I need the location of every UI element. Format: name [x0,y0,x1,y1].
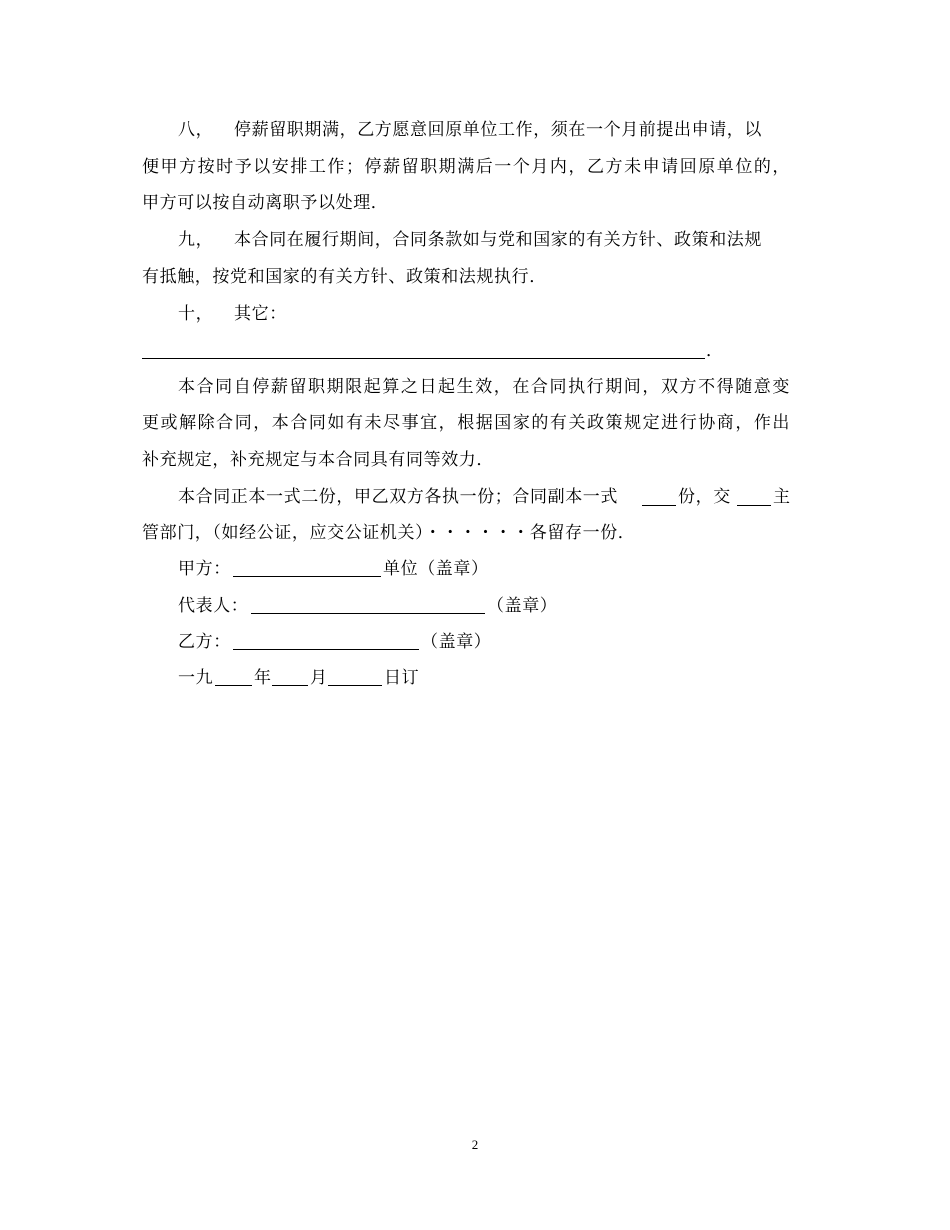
copies-paragraph-line-1b: 份，交 [678,487,731,507]
party-a-suffix: 单位（盖章） [383,559,489,579]
clause-8-line-1: 停薪留职期满，乙方愿意回原单位工作，须在一个月前提出申请，以 [234,120,762,140]
party-a-label: 甲方： [178,559,231,579]
representative-blank [251,613,485,614]
representative-suffix: （盖章） [487,596,558,616]
effect-paragraph-line-2: 更或解除合同，本合同如有未尽事宜，根据国家的有关政策规定进行协商，作出 [142,413,790,433]
clause-8-line-3: 甲方可以按自动离职予以处理． [142,193,389,213]
representative-label: 代表人： [178,596,249,616]
clause-10-text: 其它： [234,304,287,324]
copies-paragraph-line-1c: 主 [773,487,791,507]
date-month-blank [272,685,308,686]
clause-8-line-2: 便甲方按时予以安排工作；停薪留职期满后一个月内，乙方未申请回原单位的， [142,157,790,177]
date-prefix: 一九 [178,668,214,688]
date-year-blank [215,685,252,686]
party-b-suffix: （盖章） [421,632,492,652]
department-blank [737,505,771,506]
party-b-label: 乙方： [178,632,231,652]
clause-10-blank-line [142,358,705,359]
clause-10-number: 十， [178,304,214,324]
date-year-label: 年 [254,668,272,688]
clause-9-line-1: 本合同在履行期间，合同条款如与党和国家的有关方针、政策和法规 [234,230,762,250]
party-a-blank [233,576,381,577]
date-day-label: 日订 [384,668,420,688]
date-month-label: 月 [310,668,328,688]
effect-paragraph-line-3: 补充规定，补充规定与本合同具有同等效力． [142,450,494,470]
clause-10-blank-end: ． [706,341,724,361]
date-day-blank [328,685,382,686]
clause-9-number: 九， [178,230,214,250]
clause-8-number: 八， [178,120,214,140]
copies-paragraph-line-1a: 本合同正本一式二份，甲乙双方各执一份；合同副本一式 [178,487,618,507]
copies-paragraph-line-2: 管部门，（如经公证，应交公证机关）・・・・・・各留存一份． [142,523,636,543]
copies-count-blank [642,505,676,506]
effect-paragraph-line-1: 本合同自停薪留职期限起算之日起生效，在合同执行期间，双方不得随意变 [178,377,790,397]
party-b-blank [233,649,419,650]
page-number: 2 [471,1137,479,1152]
clause-9-line-2: 有抵触，按党和国家的有关方针、政策和法规执行． [142,267,547,287]
